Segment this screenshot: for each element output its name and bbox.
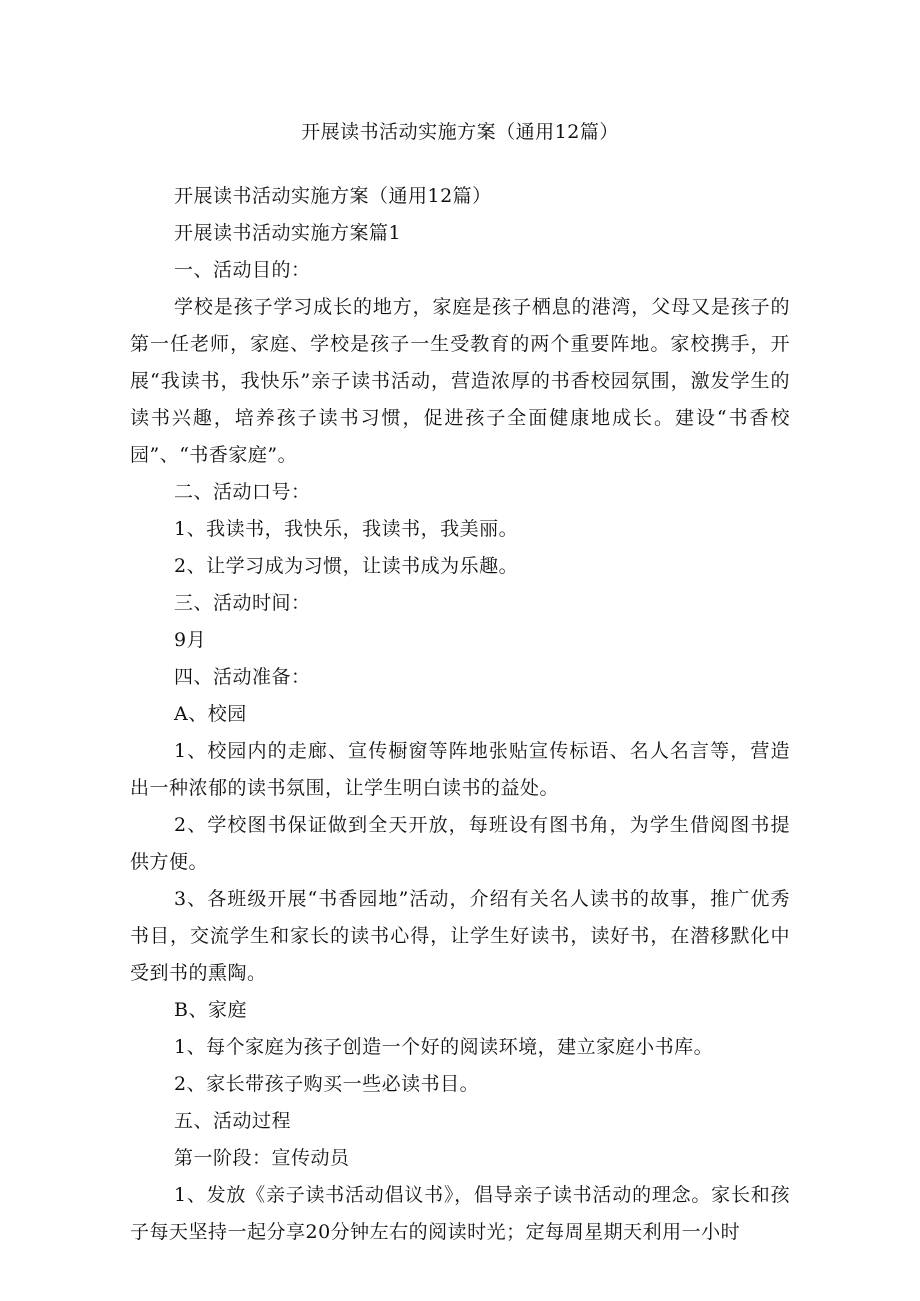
slogan-item-2: 2、让学习成为习惯，让读书成为乐趣。 [174,555,519,577]
section-heading-part-1: 开展读书活动实施方案篇1 [174,222,402,244]
stage-1-heading: 第一阶段：宣传动员 [174,1147,350,1169]
heading-activity-purpose: 一、活动目的： [174,259,311,281]
subheading-campus: A、校园 [174,703,247,725]
heading-activity-slogan: 二、活动口号： [174,481,311,503]
document-body [130,178,790,1251]
campus-item-1: 1、校园内的走廊、宣传橱窗等阵地张贴宣传标语、名人名言等，营造出一种浓郁的读书氛围，让学生明白读书的益处。 [130,740,790,799]
family-item-2: 2、家长带孩子购买一些必读书目。 [174,1073,480,1095]
document-title: 开展读书活动实施方案（通用12篇） [301,121,619,143]
activity-time-value: 9月 [174,629,207,651]
slogan-item-1: 1、我读书，我快乐，我读书，我美丽。 [174,518,519,540]
campus-item-3: 3、各班级开展“书香园地”活动，介绍有关名人读书的故事，推广优秀书目，交流学生和家长的读书心得，让学生好读书，读好书，在潜移默化中受到书的熏陶。 [130,888,790,984]
heading-activity-preparation: 四、活动准备： [174,666,311,688]
subheading-family: B、家庭 [174,999,247,1021]
family-item-1: 1、每个家庭为孩子创造一个好的阅读环境，建立家庭小书库。 [174,1036,714,1058]
heading-activity-time: 三、活动时间： [174,592,311,614]
subtitle: 开展读书活动实施方案（通用12篇） [174,185,492,207]
campus-item-2: 2、学校图书保证做到全天开放，每班设有图书角，为学生借阅图书提供方便。 [130,814,790,873]
stage-1-item-1: 1、发放《亲子读书活动倡议书》，倡导亲子读书活动的理念。家长和孩子每天坚持一起分享20分钟左右的阅读时光；定每周星期天利用一小时 [130,1184,790,1243]
paragraph-purpose: 学校是孩子学习成长的地方，家庭是孩子栖息的港湾，父母又是孩子的第一任老师，家庭、学校是孩子一生受教育的两个重要阵地。家校携手，开展“我读书，我快乐”亲子读书活动，营造浓厚的书香校园氛围，激发学生的读书兴趣，培养孩子读书习惯，促进孩子全面健康地成长。建设“书香校园”、“书香家庭”。 [130,296,790,466]
heading-activity-process: 五、活动过程 [174,1110,292,1132]
